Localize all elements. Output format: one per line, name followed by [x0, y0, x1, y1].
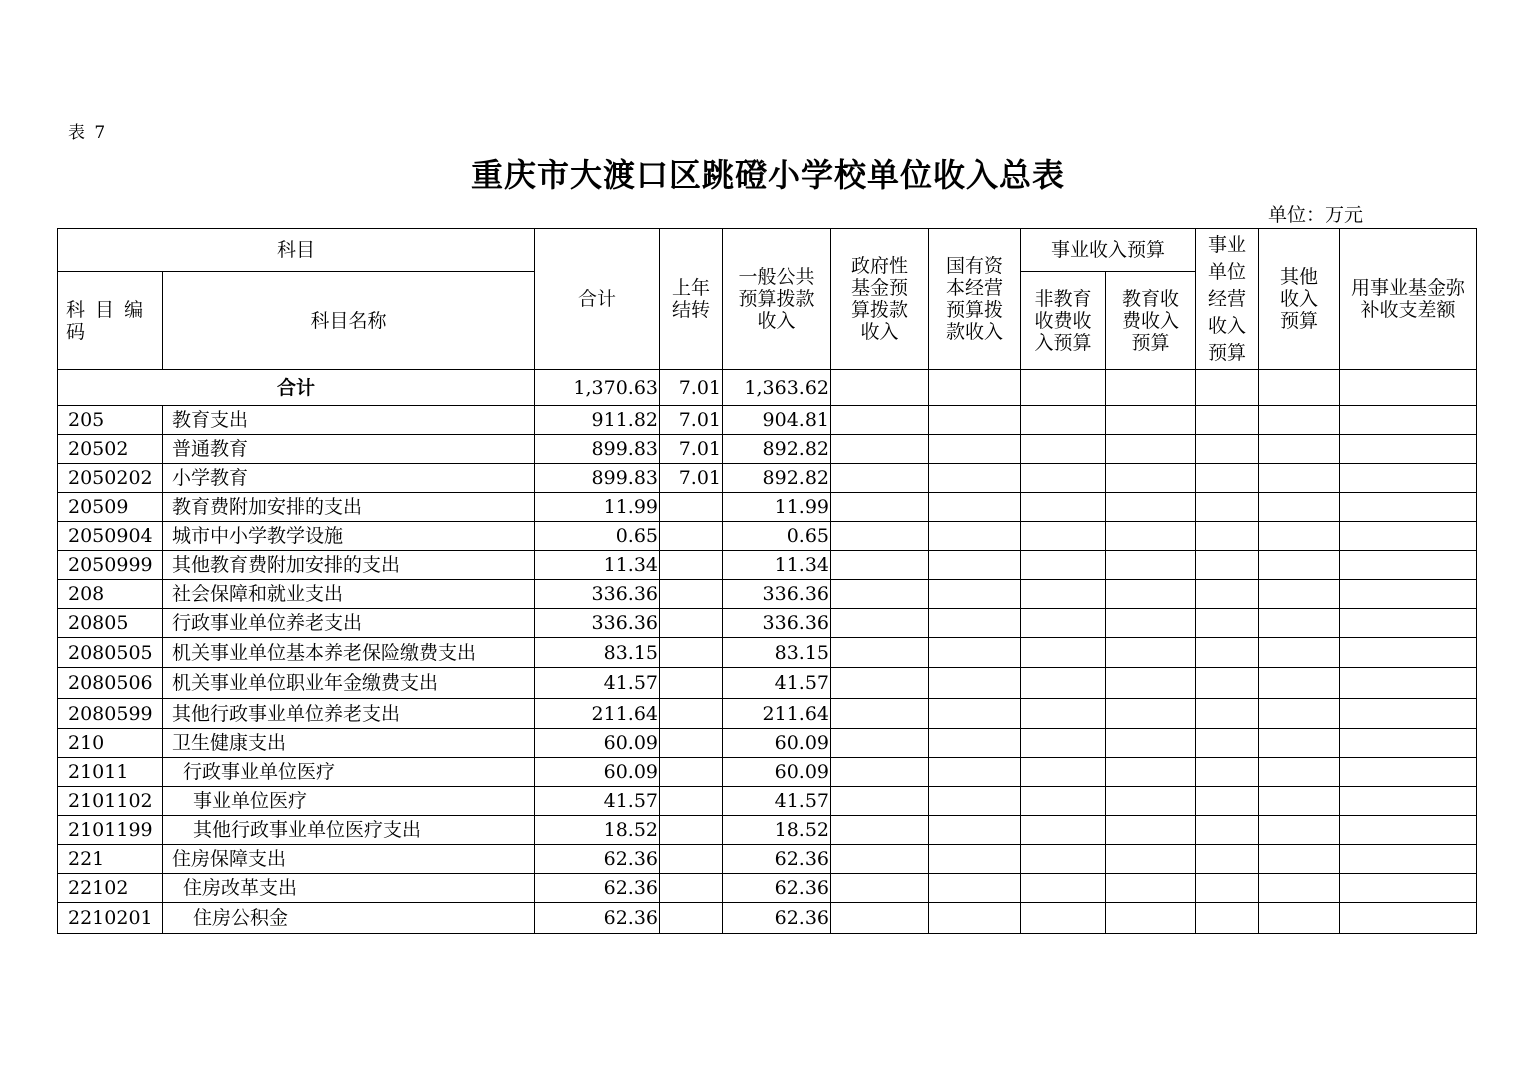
empty-cell — [1021, 406, 1106, 435]
empty-cell — [1106, 435, 1196, 464]
carryover-cell — [660, 551, 723, 580]
carryover-cell: 7.01 — [660, 464, 723, 493]
empty-cell — [831, 816, 929, 845]
empty-cell — [1196, 406, 1259, 435]
table-row — [58, 874, 1477, 903]
subject-name-cell: 住房保障支出 — [163, 845, 535, 874]
subject-code-cell: 20509 — [58, 493, 163, 522]
subject-name-cell: 其他行政事业单位医疗支出 — [163, 816, 535, 845]
table-row — [58, 699, 1477, 729]
empty-cell — [1340, 464, 1477, 493]
total-amount: 1,370.63 — [535, 370, 660, 406]
total-cell: 11.99 — [535, 493, 660, 522]
empty-cell — [1106, 758, 1196, 787]
carryover-cell — [660, 758, 723, 787]
empty-cell — [1259, 609, 1340, 638]
empty-cell — [1021, 522, 1106, 551]
empty-cell — [831, 609, 929, 638]
header-fund-balance: 用事业基金弥补收支差额 — [1340, 229, 1477, 370]
carryover-cell — [660, 816, 723, 845]
empty-cell — [1106, 551, 1196, 580]
empty-cell — [1021, 638, 1106, 668]
total-cell: 62.36 — [535, 903, 660, 934]
table-row — [58, 551, 1477, 580]
subject-name-cell: 其他教育费附加安排的支出 — [163, 551, 535, 580]
general-budget-cell: 892.82 — [723, 435, 831, 464]
subject-code-cell: 221 — [58, 845, 163, 874]
empty-cell — [1340, 787, 1477, 816]
empty-cell — [1021, 699, 1106, 729]
subject-code-cell: 2080505 — [58, 638, 163, 668]
general-budget-cell: 41.57 — [723, 787, 831, 816]
empty-cell — [1259, 551, 1340, 580]
empty-cell — [1021, 903, 1106, 934]
header-edu-fee: 教育收费收入预算 — [1106, 272, 1196, 370]
header-total: 合计 — [535, 229, 660, 370]
carryover-cell — [660, 729, 723, 758]
header-gov-fund-budget: 政府性基金预算拨款收入 — [831, 229, 929, 370]
empty-cell — [1340, 551, 1477, 580]
empty-cell — [1106, 522, 1196, 551]
empty-cell — [831, 580, 929, 609]
empty-cell — [929, 551, 1021, 580]
carryover-cell — [660, 699, 723, 729]
table-row — [58, 609, 1477, 638]
total-cell: 911.82 — [535, 406, 660, 435]
income-summary-table — [57, 228, 1477, 934]
empty-cell — [929, 668, 1021, 699]
empty-cell — [1106, 816, 1196, 845]
subject-code-cell: 2050202 — [58, 464, 163, 493]
empty-cell — [831, 699, 929, 729]
table-row — [58, 845, 1477, 874]
empty-cell — [929, 464, 1021, 493]
subject-code-cell: 20805 — [58, 609, 163, 638]
empty-cell — [929, 729, 1021, 758]
empty-cell — [1196, 522, 1259, 551]
table-row — [58, 406, 1477, 435]
empty-cell — [1196, 464, 1259, 493]
empty-cell — [1196, 551, 1259, 580]
subject-name-cell: 行政事业单位养老支出 — [163, 609, 535, 638]
subject-code-cell: 2210201 — [58, 903, 163, 934]
empty-cell — [1196, 435, 1259, 464]
empty-cell — [929, 787, 1021, 816]
empty-cell — [1340, 816, 1477, 845]
empty-cell — [831, 787, 929, 816]
total-cell: 899.83 — [535, 464, 660, 493]
empty-cell — [1196, 787, 1259, 816]
general-budget-cell: 336.36 — [723, 580, 831, 609]
empty-cell — [1340, 903, 1477, 934]
table-row — [58, 435, 1477, 464]
empty-cell — [929, 874, 1021, 903]
empty-cell — [831, 758, 929, 787]
empty-cell — [1021, 580, 1106, 609]
total-cell: 336.36 — [535, 609, 660, 638]
total-cell: 18.52 — [535, 816, 660, 845]
empty-cell — [929, 845, 1021, 874]
page-title: 重庆市大渡口区跳磴小学校单位收入总表 — [470, 156, 1065, 194]
general-budget-cell: 904.81 — [723, 406, 831, 435]
empty-cell — [831, 845, 929, 874]
empty-cell — [1259, 729, 1340, 758]
empty-cell — [1340, 845, 1477, 874]
subject-code-cell: 205 — [58, 406, 163, 435]
carryover-cell — [660, 580, 723, 609]
carryover-cell — [660, 522, 723, 551]
empty-cell — [1106, 493, 1196, 522]
empty-cell — [929, 638, 1021, 668]
empty-cell — [1021, 435, 1106, 464]
subject-code-cell: 2050999 — [58, 551, 163, 580]
table-number-label: 表 7 — [68, 123, 108, 143]
empty-cell — [1106, 874, 1196, 903]
table-row — [58, 493, 1477, 522]
empty-cell — [929, 816, 1021, 845]
empty-cell — [1259, 903, 1340, 934]
carryover-cell: 7.01 — [660, 435, 723, 464]
subject-name-cell: 行政事业单位医疗 — [163, 758, 535, 787]
empty-cell — [1106, 464, 1196, 493]
empty-cell — [929, 406, 1021, 435]
empty-cell — [1340, 493, 1477, 522]
empty-cell — [1021, 758, 1106, 787]
empty-cell — [929, 903, 1021, 934]
general-budget-cell: 41.57 — [723, 668, 831, 699]
subject-code-cell: 2101199 — [58, 816, 163, 845]
total-cell: 41.57 — [535, 787, 660, 816]
empty-cell — [1196, 758, 1259, 787]
empty-cell — [831, 638, 929, 668]
general-budget-cell: 11.34 — [723, 551, 831, 580]
total-cell: 83.15 — [535, 638, 660, 668]
empty-cell — [1021, 493, 1106, 522]
empty-cell — [1021, 464, 1106, 493]
subject-code-cell: 20502 — [58, 435, 163, 464]
empty-cell — [1196, 874, 1259, 903]
empty-cell — [1259, 845, 1340, 874]
carryover-cell — [660, 609, 723, 638]
empty-cell — [1340, 522, 1477, 551]
empty-cell — [831, 522, 929, 551]
subject-code-cell: 2050904 — [58, 522, 163, 551]
empty-cell — [1106, 609, 1196, 638]
subject-code-cell: 2101102 — [58, 787, 163, 816]
subject-name-cell: 教育费附加安排的支出 — [163, 493, 535, 522]
table-row — [58, 903, 1477, 934]
subject-code-cell: 21011 — [58, 758, 163, 787]
carryover-cell — [660, 903, 723, 934]
carryover-cell — [660, 874, 723, 903]
empty-cell — [1340, 406, 1477, 435]
general-budget-cell: 892.82 — [723, 464, 831, 493]
empty-cell — [831, 464, 929, 493]
empty-cell — [831, 668, 929, 699]
subject-name-cell: 其他行政事业单位养老支出 — [163, 699, 535, 729]
general-budget-cell: 62.36 — [723, 874, 831, 903]
header-carryover: 上年结转 — [660, 229, 723, 370]
empty-cell — [1196, 668, 1259, 699]
empty-cell — [1259, 638, 1340, 668]
subject-name-cell: 机关事业单位职业年金缴费支出 — [163, 668, 535, 699]
carryover-cell — [660, 668, 723, 699]
empty-cell — [1196, 816, 1259, 845]
empty-cell — [1340, 609, 1477, 638]
carryover-cell — [660, 845, 723, 874]
subject-code-cell: 208 — [58, 580, 163, 609]
total-cell: 62.36 — [535, 845, 660, 874]
empty-cell — [1106, 729, 1196, 758]
empty-cell — [1259, 464, 1340, 493]
empty-cell — [1259, 406, 1340, 435]
subject-code-cell: 210 — [58, 729, 163, 758]
empty-cell — [1259, 493, 1340, 522]
empty-cell — [1196, 638, 1259, 668]
total-cell: 41.57 — [535, 668, 660, 699]
empty-cell — [1259, 758, 1340, 787]
total-general-budget: 1,363.62 — [723, 370, 831, 406]
empty-cell — [1021, 551, 1106, 580]
total-cell: 0.65 — [535, 522, 660, 551]
subject-name-cell: 普通教育 — [163, 435, 535, 464]
empty-cell — [831, 493, 929, 522]
empty-cell — [1340, 435, 1477, 464]
empty-cell — [1106, 638, 1196, 668]
empty-cell — [1259, 580, 1340, 609]
empty-cell — [1106, 580, 1196, 609]
empty-cell — [1196, 903, 1259, 934]
empty-cell — [831, 903, 929, 934]
empty-cell — [1021, 874, 1106, 903]
empty-cell — [1259, 668, 1340, 699]
empty-cell — [1196, 580, 1259, 609]
empty-cell — [1259, 522, 1340, 551]
table-row — [58, 758, 1477, 787]
empty-cell — [1021, 668, 1106, 699]
table-row — [58, 816, 1477, 845]
empty-cell — [1259, 699, 1340, 729]
subject-name-cell: 社会保障和就业支出 — [163, 580, 535, 609]
subject-name-cell: 事业单位医疗 — [163, 787, 535, 816]
empty-cell — [1340, 638, 1477, 668]
empty-cell — [929, 699, 1021, 729]
empty-cell — [1340, 668, 1477, 699]
general-budget-cell: 11.99 — [723, 493, 831, 522]
empty-cell — [1340, 729, 1477, 758]
general-budget-cell: 60.09 — [723, 758, 831, 787]
header-state-capital-budget: 国有资本经营预算拨款收入 — [929, 229, 1021, 370]
empty-cell — [1196, 729, 1259, 758]
total-cell: 62.36 — [535, 874, 660, 903]
subject-name-cell: 住房改革支出 — [163, 874, 535, 903]
subject-code-cell: 2080506 — [58, 668, 163, 699]
empty-cell — [1106, 903, 1196, 934]
header-non-edu-fee: 非教育收费收入预算 — [1021, 272, 1106, 370]
table-row — [58, 580, 1477, 609]
general-budget-cell: 83.15 — [723, 638, 831, 668]
empty-cell — [1259, 874, 1340, 903]
general-budget-cell: 0.65 — [723, 522, 831, 551]
empty-cell — [1340, 758, 1477, 787]
subject-name-cell: 教育支出 — [163, 406, 535, 435]
table-row — [58, 729, 1477, 758]
empty-cell — [1196, 493, 1259, 522]
empty-cell — [1340, 580, 1477, 609]
unit-label: 单位：万元 — [1268, 204, 1364, 226]
empty-cell — [831, 406, 929, 435]
header-subject: 科目 — [58, 229, 535, 272]
header-general-public-budget: 一般公共预算拨款收入 — [723, 229, 831, 370]
empty-cell — [1340, 699, 1477, 729]
empty-cell — [1106, 845, 1196, 874]
subject-name-cell: 城市中小学教学设施 — [163, 522, 535, 551]
total-cell: 336.36 — [535, 580, 660, 609]
table-row — [58, 787, 1477, 816]
subject-name-cell: 卫生健康支出 — [163, 729, 535, 758]
subject-name-cell: 住房公积金 — [163, 903, 535, 934]
empty-cell — [929, 758, 1021, 787]
header-business-income-budget: 事业收入预算 — [1021, 229, 1196, 272]
empty-cell — [1340, 874, 1477, 903]
total-cell: 60.09 — [535, 758, 660, 787]
general-budget-cell: 62.36 — [723, 845, 831, 874]
table-row — [58, 668, 1477, 699]
table-row — [58, 522, 1477, 551]
header-other-income: 其他收入预算 — [1259, 229, 1340, 370]
carryover-cell — [660, 638, 723, 668]
empty-cell — [1106, 787, 1196, 816]
total-row — [58, 370, 1477, 406]
table-row — [58, 638, 1477, 668]
empty-cell — [831, 551, 929, 580]
empty-cell — [1259, 787, 1340, 816]
empty-cell — [1021, 609, 1106, 638]
empty-cell — [1021, 787, 1106, 816]
carryover-cell — [660, 787, 723, 816]
empty-cell — [929, 580, 1021, 609]
total-cell: 11.34 — [535, 551, 660, 580]
empty-cell — [1106, 668, 1196, 699]
total-cell: 899.83 — [535, 435, 660, 464]
subject-name-cell: 机关事业单位基本养老保险缴费支出 — [163, 638, 535, 668]
total-carryover: 7.01 — [660, 370, 723, 406]
empty-cell — [929, 609, 1021, 638]
empty-cell — [929, 522, 1021, 551]
empty-cell — [831, 874, 929, 903]
empty-cell — [1106, 699, 1196, 729]
general-budget-cell: 62.36 — [723, 903, 831, 934]
empty-cell — [831, 435, 929, 464]
subject-code-cell: 2080599 — [58, 699, 163, 729]
carryover-cell: 7.01 — [660, 406, 723, 435]
empty-cell — [1106, 406, 1196, 435]
empty-cell — [1196, 699, 1259, 729]
carryover-cell — [660, 493, 723, 522]
empty-cell — [1259, 435, 1340, 464]
subject-name-cell: 小学教育 — [163, 464, 535, 493]
general-budget-cell: 211.64 — [723, 699, 831, 729]
empty-cell — [1196, 609, 1259, 638]
empty-cell — [1021, 729, 1106, 758]
subject-code-cell: 22102 — [58, 874, 163, 903]
total-cell: 211.64 — [535, 699, 660, 729]
general-budget-cell: 18.52 — [723, 816, 831, 845]
header-subject-name: 科目名称 — [163, 272, 535, 370]
table-row — [58, 464, 1477, 493]
empty-cell — [1021, 845, 1106, 874]
general-budget-cell: 336.36 — [723, 609, 831, 638]
total-cell: 60.09 — [535, 729, 660, 758]
empty-cell — [831, 729, 929, 758]
empty-cell — [1196, 845, 1259, 874]
header-business-operation-income: 事业单位经营收入预算 — [1196, 229, 1259, 370]
empty-cell — [929, 493, 1021, 522]
empty-cell — [929, 435, 1021, 464]
total-label: 合计 — [58, 370, 535, 406]
empty-cell — [1021, 816, 1106, 845]
general-budget-cell: 60.09 — [723, 729, 831, 758]
empty-cell — [1259, 816, 1340, 845]
header-subject-code: 科 目 编 码 — [58, 272, 163, 370]
